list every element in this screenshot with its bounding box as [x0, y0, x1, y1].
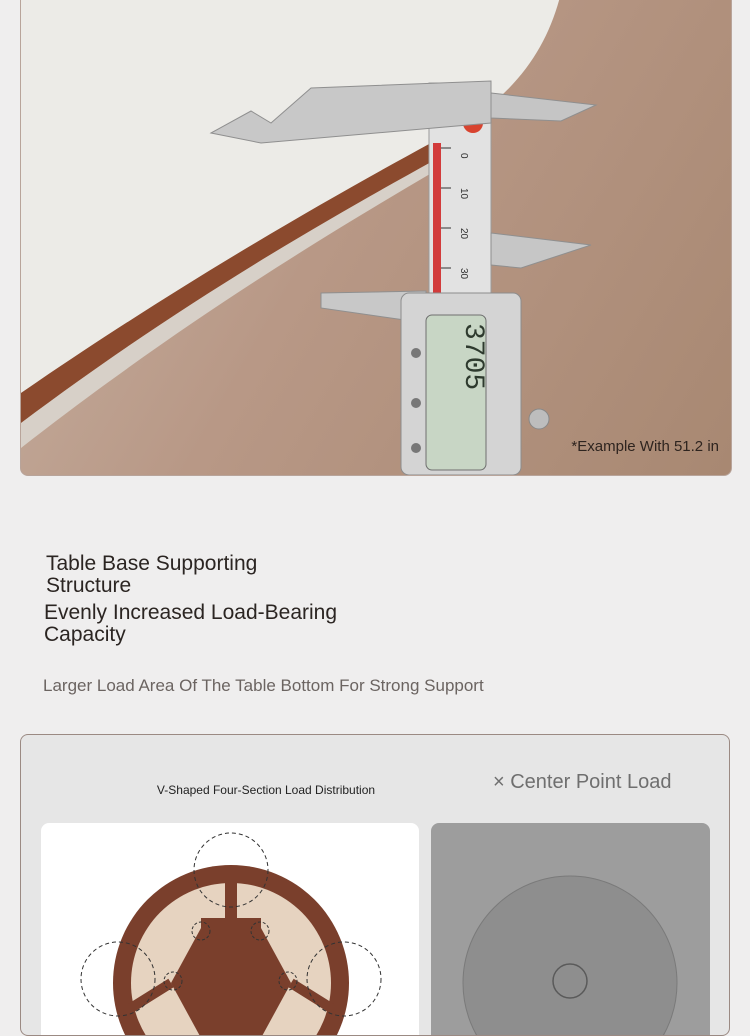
v-shaped-base-icon: [41, 823, 419, 1036]
center-point-base-icon: [431, 823, 710, 1036]
center-point-load-diagram: [431, 823, 710, 1036]
caliper-display-digits: 3705: [457, 323, 488, 391]
feature-description: Larger Load Area Of The Table Bottom For Strong Support: [43, 676, 484, 695]
v-shaped-load-diagram: [41, 823, 419, 1036]
caliper-measurement-photo: [20, 0, 732, 476]
svg-text:0: 0: [458, 153, 469, 159]
feature-title: Table Base Supporting Structure: [46, 552, 258, 597]
svg-text:30: 30: [458, 268, 469, 280]
feature-subtitle: Evenly Increased Load-Bearing Capacity: [44, 601, 338, 646]
v-shaped-load-label: V-Shaped Four-Section Load Distribution: [156, 783, 376, 797]
svg-text:10: 10: [458, 188, 469, 200]
center-point-load-label: × Center Point Load: [493, 771, 672, 793]
table-thickness-illustration: [21, 0, 731, 475]
load-comparison-card: [20, 734, 730, 1036]
svg-text:20: 20: [458, 228, 469, 240]
measurement-caption: *Example With 51.2 in: [571, 438, 719, 455]
